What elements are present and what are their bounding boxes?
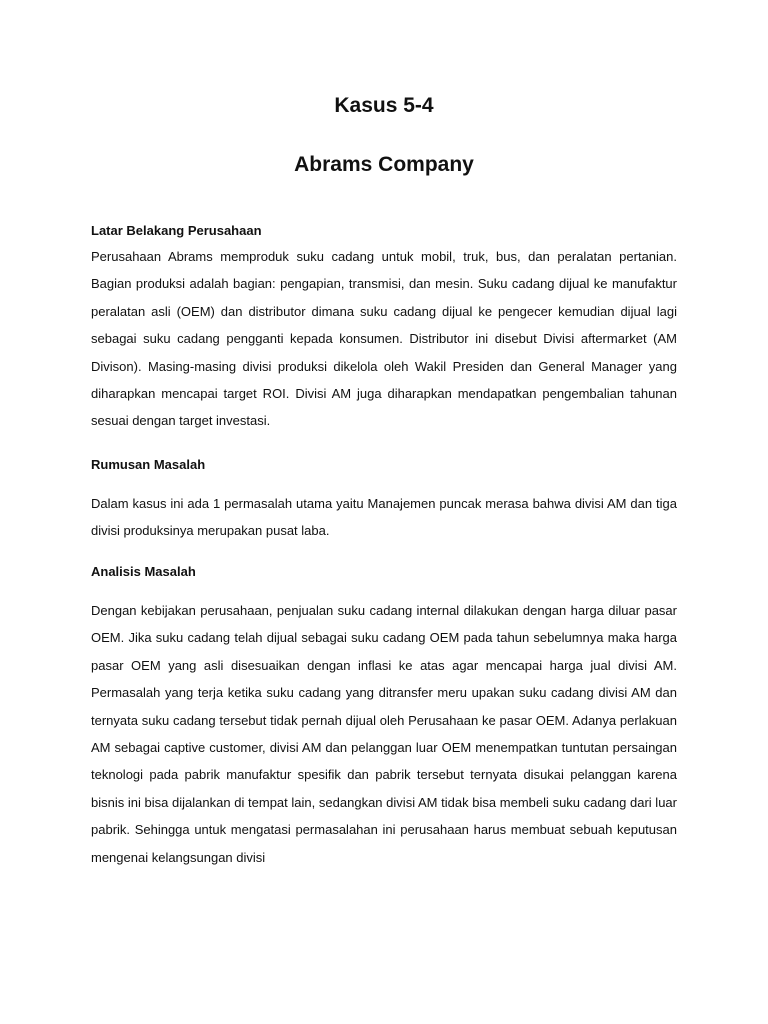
- section-body-rumusan-masalah: Dalam kasus ini ada 1 permasalah utama yaitu Manajemen puncak merasa bahwa divisi AM dan tiga divisi produksinya merupakan pusat laba.: [91, 496, 677, 539]
- document-subtitle: Abrams Company: [294, 153, 474, 176]
- section-body-latar-belakang: Perusahaan Abrams memproduk suku cadang untuk mobil, truk, bus, dan peralatan pertanian. Bagian produksi adalah bagian: pengapian, transmisi, dan mesin. Suku cadang dijual ke manufaktur peralatan asli (OEM) dan distributor dimana suku cadang dijual ke pengecer kemudian dijual lagi sebagai suku cadang pengganti kepada konsumen. Distributor ini disebut Divisi aftermarket (AM Divison). Masing-masing divisi produksi dikelola oleh Wakil Presiden dan General Manager yang diharapkan mencapai target ROI. Divisi AM juga diharapkan mendapatkan pengembalian tahunan sesuai dengan target investasi.: [91, 249, 677, 429]
- section-heading-analisis-masalah: Analisis Masalah: [91, 564, 196, 579]
- section-body-analisis-masalah: Dengan kebijakan perusahaan, penjualan suku cadang internal dilakukan dengan harga diluar pasar OEM. Jika suku cadang telah dijual sebagai suku cadang OEM pada tahun sebelumnya maka harga pasar OEM yang asli disesuaikan dengan inflasi ke atas agar mencapai harga jual divisi AM. Permasalah yang terja ketika suku cadang yang ditransfer meru upakan suku cadang divisi AM dan ternyata suku cadang tersebut tidak pernah dijual oleh Perusahaan ke pasar OEM. Adanya perlakuan AM sebagai captive customer, divisi AM dan pelanggan luar OEM menempatkan tuntutan persaingan teknologi pada pabrik manufaktur spesifik dan pabrik tersebut ternyata disukai pelanggan karena bisnis ini bisa dijalankan di tempat lain, sedangkan divisi AM tidak bisa membeli suku cadang dari luar pabrik. Sehingga untuk mengatasi permasalahan ini perusahaan harus membuat sebuah keputusan mengenai kelangsungan divisi: [91, 603, 677, 865]
- section-heading-latar-belakang: Latar Belakang Perusahaan: [91, 223, 262, 238]
- section-heading-rumusan-masalah: Rumusan Masalah: [91, 457, 206, 472]
- document-title: Kasus 5-4: [334, 94, 434, 117]
